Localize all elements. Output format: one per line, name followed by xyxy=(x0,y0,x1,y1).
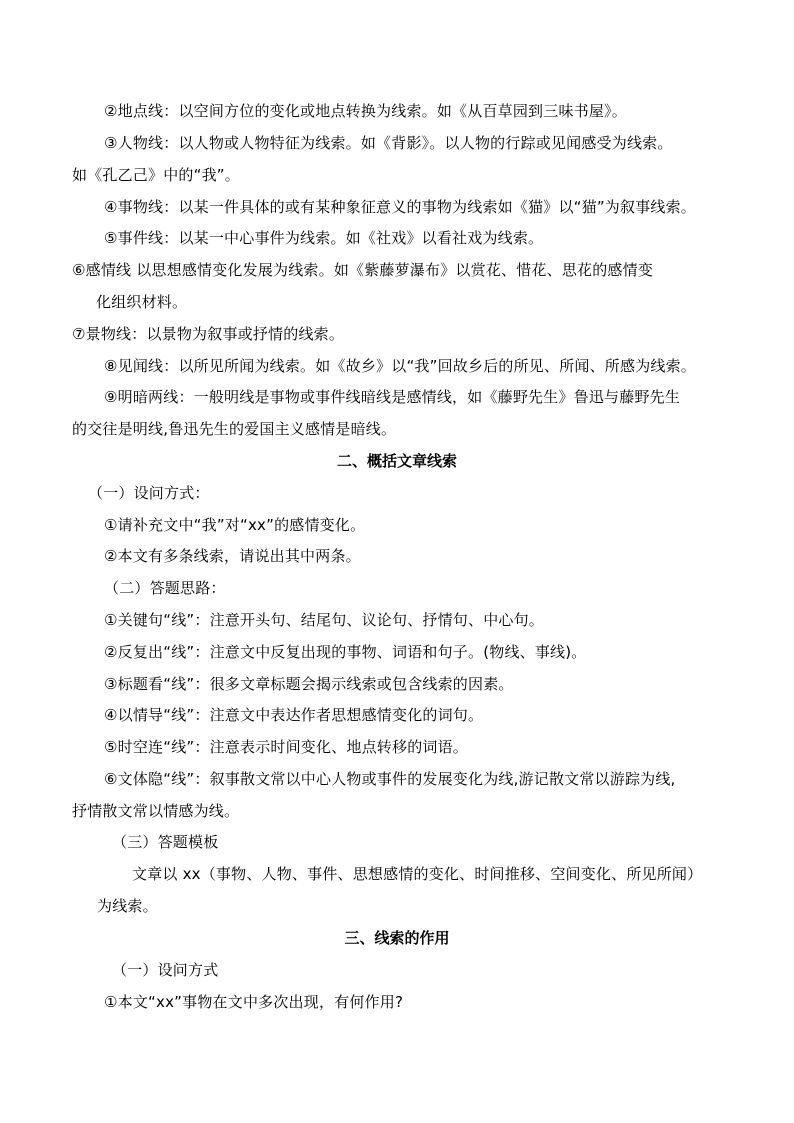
section-2-answer-6-cont: 抒情散文常以情感为线。 xyxy=(72,802,240,820)
clue-type-scenery: ⑦景物线：以景物为叙事或抒情的线索。 xyxy=(72,325,345,343)
clue-type-event: ⑤事件线：以某一中心事件为线索。如《社戏》以看社戏为线索。 xyxy=(104,229,544,247)
section-2-template-heading: （三）答题模板 xyxy=(112,833,219,851)
section-3-question-1: ①本文“xx”事物在文中多次出现，有何作用? xyxy=(104,993,404,1011)
section-2-answer-1: ①关键句“线”：注意开头句、结尾句、议论句、抒情句、中心句。 xyxy=(104,611,544,629)
section-2-question-heading: （一）设问方式： xyxy=(88,484,210,502)
section-2-answer-4: ④以情导“线”：注意文中表达作者思想感情变化的词句。 xyxy=(104,706,484,724)
section-3-question-heading: （一）设问方式 xyxy=(112,961,219,979)
clue-type-person: ③人物线：以人物或人物特征为线索。如《背影》。以人物的行踪或见闻感受为线索。 xyxy=(104,134,673,152)
clue-type-person-cont: 如《孔乙己》中的“我”。 xyxy=(72,166,240,184)
clue-type-emotion: ⑥感情线 以思想感情变化发展为线索。如《紫藤萝瀑布》以赏花、惜花、思花的感情变 xyxy=(72,261,654,279)
section-2-answer-5: ⑤时空连“线”：注意表示时间变化、地点转移的词语。 xyxy=(104,738,468,756)
section-2-answer-6: ⑥文体隐“线”：叙事散文常以中心人物或事件的发展变化为线,游记散文常以游踪为线, xyxy=(104,770,676,788)
section-2-template-body-cont: 为线索。 xyxy=(97,897,158,915)
section-2-answer-heading: （二）答题思路： xyxy=(104,579,226,597)
section-2-title: 二、概括文章线索 xyxy=(336,452,457,470)
clue-type-dual: ⑨明暗两线：一般明线是事物或事件线暗线是感情线，如《藤野先生》鲁迅与藤野先生 xyxy=(104,388,681,406)
section-2-answer-3: ③标题看“线”：很多文章标题会揭示线索或包含线索的因素。 xyxy=(104,675,514,693)
clue-type-emotion-cont: 化组织材料。 xyxy=(96,293,188,311)
clue-type-dual-cont: 的交往是明线,鲁迅先生的爱国主义感情是暗线。 xyxy=(72,420,397,438)
section-3-title: 三、线索的作用 xyxy=(344,929,450,947)
section-2-question-1: ①请补充文中“我”对“xx”的感情变化。 xyxy=(104,516,366,534)
clue-type-experience: ⑧见闻线：以所见所闻为线索。如《故乡》以“我”回故乡后的所见、所闻、所感为线索。 xyxy=(104,357,696,375)
section-2-template-body: 文章以 xx（事物、人物、事件、思想感情的变化、时间推移、空间变化、所见所闻） xyxy=(132,865,703,883)
clue-type-object: ④事物线：以某一件具体的或有某种象征意义的事物为线索如《猫》以“猫”为叙事线索。 xyxy=(104,198,696,216)
section-2-question-2: ②本文有多条线索，请说出其中两条。 xyxy=(104,547,361,565)
clue-type-location: ②地点线：以空间方位的变化或地点转换为线索。如《从百草园到三味书屋》。 xyxy=(104,102,627,120)
section-2-answer-2: ②反复出“线”：注意文中反复出现的事物、词语和句子。(物线、事线)。 xyxy=(104,643,587,661)
